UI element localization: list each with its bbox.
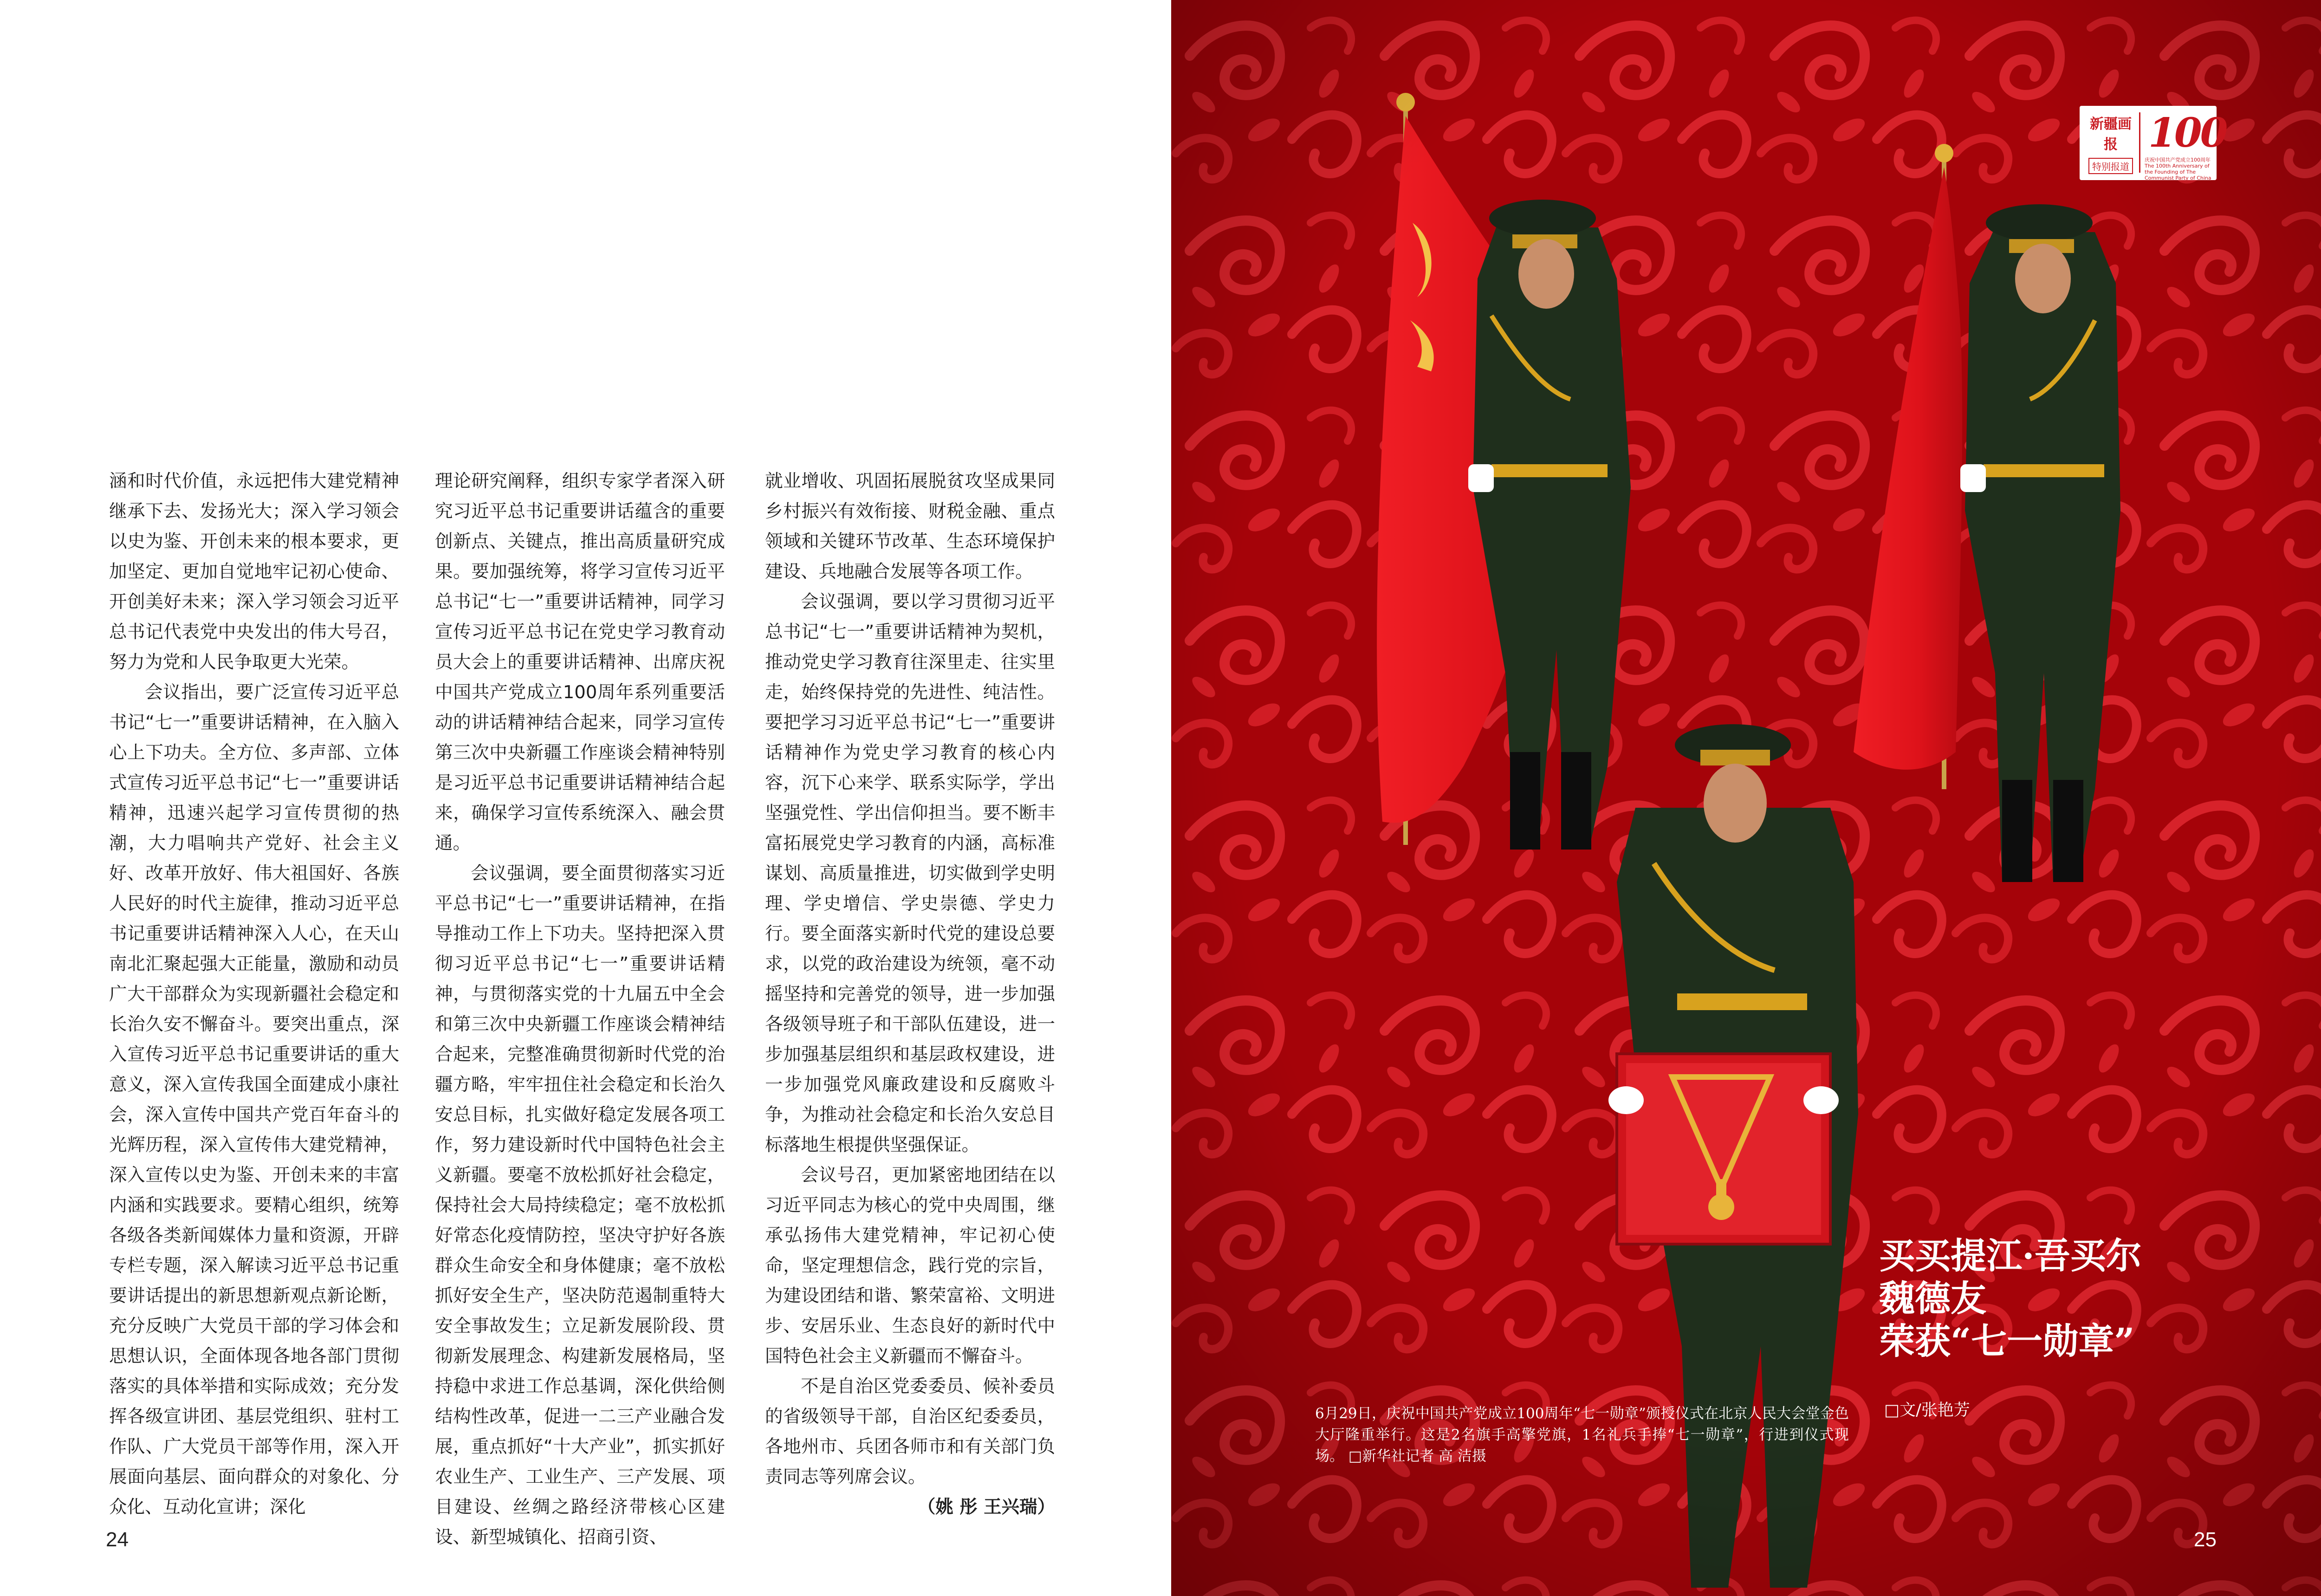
article-paragraph: 会议强调，要全面贯彻落实习近平总书记“七一”重要讲话精神，在指导推动工作上下功夫。坚持把深入贯彻习近平总书记“七一”重要讲话精神，与贯彻落实党的十九届五中全会和第三次中央新疆工作座谈会精神结合起来，完整准确贯彻新时代党的治疆方略，牢牢扭住社会稳定和长治久安总目标，扎实做好稳定发展各项工作，努力建设新时代中国特色社会主义新疆。要毫不放松抓好社会稳定，保持社会大局持续稳定；毫不放松抓好常态化疫情防控，坚决守护好各族群众生命安全和身体健康；毫不放松抓好安全生产，坚决防范遏制重特大安全事故发生；立足新发展阶段、贯彻新发展理念、构建新发展格局，坚持稳中求进工作总基调，深化供给侧结构性改革，促进一二三产业融合发展，重点抓好“十大产业”，抓实抓好农业生产、工业生产、三产发展、项目建设、丝绸之路经济带核心区建设、新型城镇化、招商引资、 [435,863,725,1548]
article-paragraph: 会议指出，要广泛宣传习近平总书记“七一”重要讲话精神，在入脑入心上下功夫。全方位、多声部、立体式宣传习近平总书记“七一”重要讲话精神，迅速兴起学习宣传贯彻的热潮，大力唱响共产党好、社会主义好、改革开放好、伟大祖国好、各族人民好的时代主旋律，推动习近平总书记重要讲话精神深入人心，在天山南北汇聚起强大正能量，激励和动员广大干部群众为实现新疆社会稳定和长治久安不懈奋斗。要突出重点，深入宣传习近平总书记重要讲话的重大意义，深入宣传我国全面建成小康社会，深入宣传中国共产党百年奋斗的光辉历程，深入宣传伟大建党精神，深入宣传以史为鉴、开创未来的丰富内涵和实践要求。要精心组织，统筹各级各类新闻媒体力量和资源，开辟专栏专题，深入解读习近平总书记重要讲话提出的新思想新观点新论断，充分反映广大党员干部的学习体会和思想认识，全面体现各地各部门贯彻落实的具体举措和实际成效；充分发挥各级宣讲团、基层党组织、驻村工作队、广大党员干部等作用，深入开展面向基层、面向群众的对象化、分众化、互动化宣讲；深化 [109,682,399,1518]
right-page-photo [1171,0,2321,1596]
article-paragraph: 会议强调，要以学习贯彻习近平总书记“七一”重要讲话精神为契机，推动党史学习教育往深里走、往实里走，始终保持党的先进性、纯洁性。要把学习习近平总书记“七一”重要讲话精神作为党史学习教育的核心内容，沉下心来学、联系实际学，学出坚强党性、学出信仰担当。要不断丰富拓展党史学习教育的内涵，高标准谋划、高质量推进，切实做到学史明理、学史增信、学史崇德、学史力行。要全面落实新时代党的建设总要求，以党的政治建设为统领，毫不动摇坚持和完善党的领导，进一步加强各级领导班子和干部队伍建设，进一步加强基层组织和基层政权建设，进一步加强党风廉政建设和反腐败斗争，为推动社会稳定和长治久安总目标落地生根提供坚强保证。 [765,591,1055,1155]
badge-caption: 庆祝中国共产党成立100周年 The 100th Anniversary of the Founding of The Communist Party of China [2145,157,2211,181]
article-headline: 买买提江·吾买尔 魏德友 荣获“七一勋章” [1879,1235,2142,1362]
article-paragraph: 理论研究阐释，组织专家学者深入研究习近平总书记重要讲话蕴含的重要创新点、关键点，推出高质量研究成果。要加强统筹，将学习宣传习近平总书记“七一”重要讲话精神，同学习宣传习近平总书记在党史学习教育动员大会上的重要讲话精神、出席庆祝中国共产党成立100周年系列重要活动的讲话精神结合起来，同学习宣传第三次中央新疆工作座谈会精神特别是习近平总书记重要讲话精神结合起来，确保学习宣传系统深入、融会贯通。 [435,471,725,854]
photo-caption: 6月29日，庆祝中国共产党成立100周年“七一勋章”颁授仪式在北京人民大会堂金色大厅隆重举行。这是2名旗手高擎党旗，1名礼兵手捧“七一勋章”，行进到仪式现场。 □新华社记者 高 洁摄 [1315,1405,1849,1465]
author-byline: □文/张艳芳 [1884,1401,1970,1420]
article-credit: （姚 彤 王兴瑞） [917,1497,1055,1518]
article-paragraph: 会议号召，更加紧密地团结在以习近平同志为核心的党中央周围，继承弘扬伟大建党精神，牢记初心使命，坚定理想信念，践行党的宗旨，为建设团结和谐、繁荣富裕、文明进步、安居乐业、生态良好的新时代中国特色社会主义新疆而不懈奋斗。 [765,1165,1055,1367]
badge-number: 100 [2148,110,2226,156]
article-column-3 [765,466,1055,1522]
badge-divider [2139,112,2140,173]
page-number-right: 25 [2194,1528,2217,1551]
article-paragraph: 涵和时代价值，永远把伟大建党精神继承下去、发扬光大；深入学习领会以史为鉴、开创未来的根本要求，更加坚定、更加自觉地牢记初心使命、开创美好未来；深入学习领会习近平总书记代表党中央发出的伟大号召，努力为党和人民争取更大光荣。 [109,471,399,673]
article-paragraph: 就业增收、巩固拓展脱贫攻坚成果同乡村振兴有效衔接、财税金融、重点领域和关键环节改革、生态环境保护建设、兵地融合发展等各项工作。 [765,471,1055,582]
article-paragraph: 不是自治区党委委员、候补委员的省级领导干部，自治区纪委委员，各地州市、兵团各师市和有关部门负责同志等列席会议。 [765,1376,1055,1487]
page-number-left: 24 [106,1528,129,1551]
anniversary-badge [2080,106,2226,181]
article-column-1 [109,466,399,1522]
magazine-logo: 新疆画报 特别报道 [2083,112,2138,174]
article-column-2 [435,466,725,1552]
